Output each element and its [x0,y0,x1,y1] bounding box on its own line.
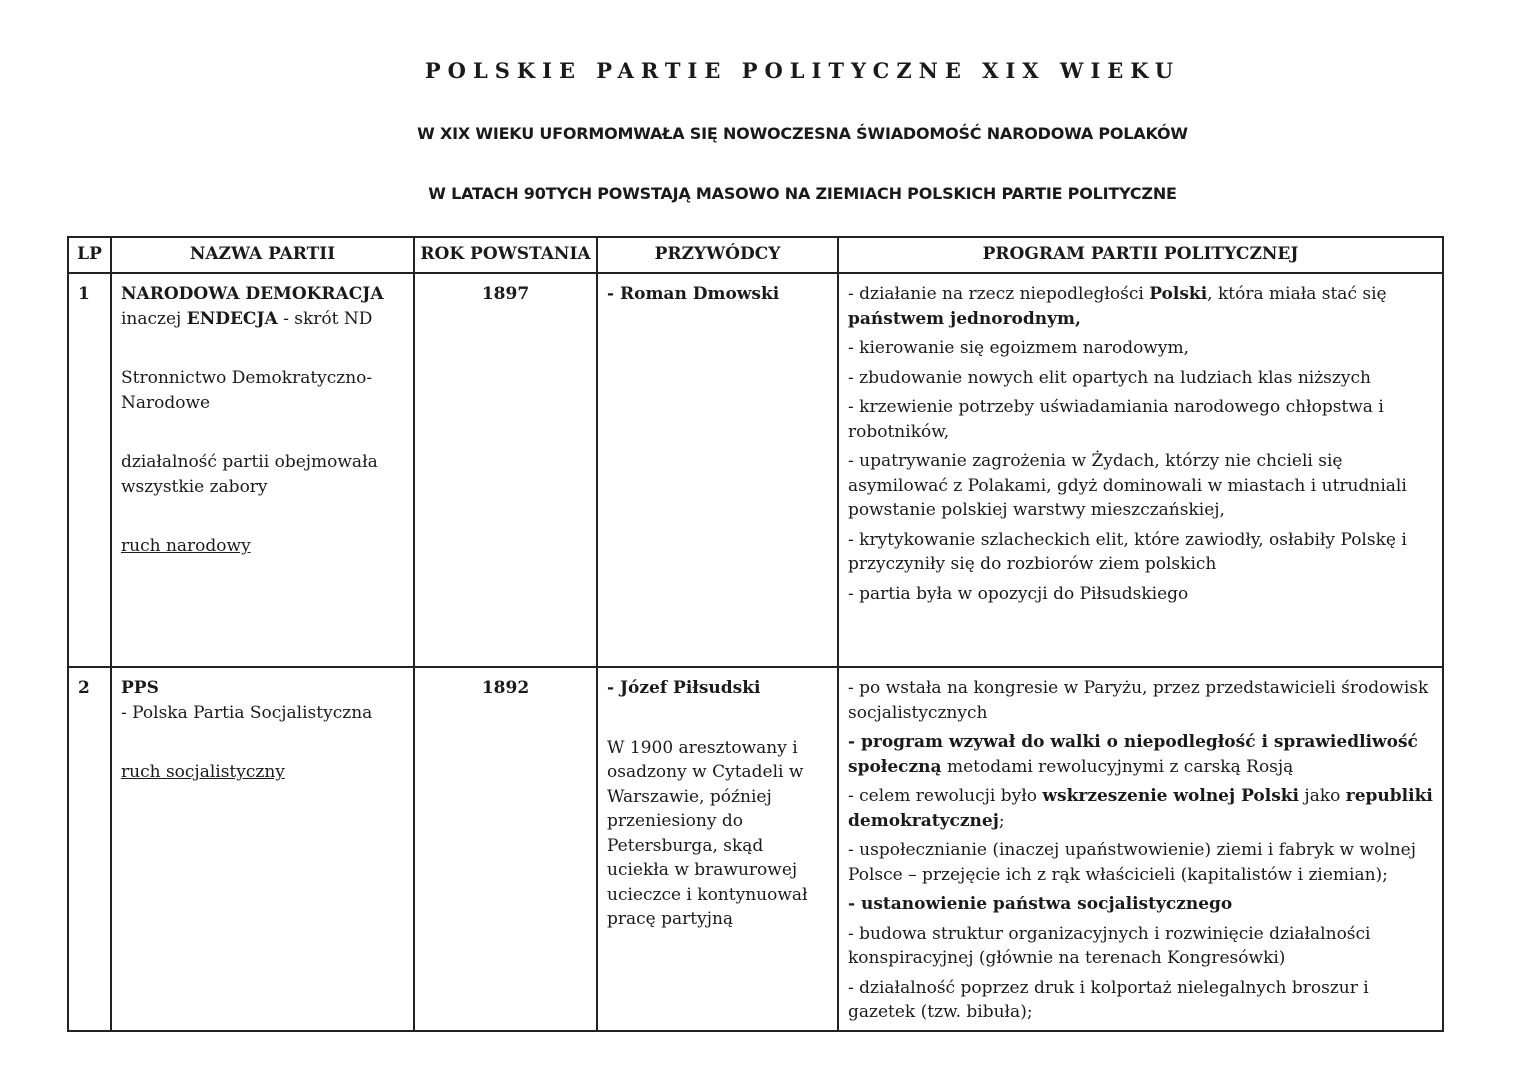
party-alias [121,309,372,329]
column-header-program: PROGRAM PARTII POLITYCZNEJ [838,237,1443,273]
program-bold: Polski [1149,284,1208,304]
column-header-name: NAZWA PARTII [111,237,414,273]
leader-name: - Józef Piłsudski [607,678,761,698]
program-item: - budowa struktur organizacyjnych i rozwinięcie działalności konspiracyjnej (głównie na terenach Kongresówki) [848,923,1371,968]
subtitle-2: W LATACH 90TYCH POWSTAJĄ MASOWO NA ZIEMIACH POLSKICH PARTIE POLITYCZNE [428,184,1177,203]
column-header-leaders: PRZYWÓDCY [597,237,838,273]
program-cell [838,667,1443,1031]
party-alias-prefix: inaczej [121,308,187,329]
program-item [848,784,1433,833]
table-row [68,273,1443,667]
program-cell [838,273,1443,667]
program-item: - działalność poprzez druk i kolportaż nielegalnych broszur i gazetek (tzw. bibuła); [848,977,1369,1022]
party-alias-suffix: - skrót ND [277,308,373,329]
party-name: NARODOWA DEMOKRACJA [121,284,384,304]
party-movement: ruch socjalistyczny [121,762,285,782]
program-item: - krzewienie potrzeby uświadamiania narodowego chłopstwa i robotników, [848,397,1384,442]
party-name-cell [111,273,414,667]
program-item: - ustanowienie państwa socjalistycznego [848,894,1233,914]
party-name: PPS [121,678,159,698]
program-item [848,282,1433,331]
party-full-name: - Polska Partia Socjalistyczna [121,702,373,723]
program-item: - po wstała na kongresie w Paryżu, przez przedstawicieli środowisk socjalistycznych [848,678,1429,723]
program-text: - celem rewolucji było [848,786,1043,806]
founding-year: 1897 [414,273,597,667]
leaders-cell [597,667,838,1031]
program-bold: republiki demokratycznej [848,786,1433,831]
program-bold: - program wzywał do walki o niepodległość i sprawiedliwość społeczną [848,732,1418,777]
program-bold: państwem jednorodnym, [848,308,1081,329]
founding-year: 1892 [414,667,597,1031]
program-text: jako [1299,786,1346,806]
party-scope: działalność partii obejmowała wszystkie zabory [121,452,378,497]
page-title: POLSKIE PARTIE POLITYCZNE XIX WIEKU [424,58,1181,83]
program-item: - zbudowanie nowych elit opartych na ludziach klas niższych [848,367,1371,388]
parties-table [67,236,1444,1032]
party-alias-bold: ENDECJA [186,308,278,329]
subtitle-1: W XIX WIEKU UFORMOMWAŁA SIĘ NOWOCZESNA ŚWIADOMOŚĆ NARODOWA POLAKÓW [417,124,1188,143]
program-text: , która miała stać się [1207,284,1387,304]
row-number: 1 [68,273,111,667]
leader-name: - Roman Dmowski [607,284,780,304]
column-header-year: ROK POWSTANIA [414,237,597,273]
column-header-lp: LP [68,237,111,273]
program-item: - kierowanie się egoizmem narodowym, [848,338,1189,358]
party-full-name: Stronnictwo Demokratyczno-Narodowe [121,368,373,413]
leader-note: W 1900 aresztowany i osadzony w Cytadeli w Warszawie, później przeniesiony do Petersburga, skąd uciekła w brawurowej ucieczce i kontynuował pracę partyjną [607,737,808,929]
program-item: - krytykowanie szlacheckich elit, które zawiodły, osłabiły Polskę i przyczyniły się do rozbiorów ziem polskich [848,529,1407,574]
program-text: ; [998,810,1005,831]
party-movement: ruch narodowy [121,536,251,556]
program-item: - upatrywanie zagrożenia w Żydach, którzy nie chcieli się asymilować z Polakami, gdyż dominowali w miastach i utrudniali powstanie polskiej warstwy mieszczańskiej, [848,451,1407,520]
program-item [848,730,1433,779]
row-number: 2 [68,667,111,1031]
table-row [68,667,1443,1031]
program-text: - działanie na rzecz niepodległości [848,284,1150,304]
leaders-cell [597,273,838,667]
program-item: - partia była w opozycji do Piłsudskiego [848,583,1189,604]
program-text: metodami rewolucyjnymi z carską Rosją [941,756,1294,777]
party-name-cell [111,667,414,1031]
program-item: - uspołecznianie (inaczej upaństwowienie) ziemi i fabryk w wolnej Polsce – przejęcie ich z rąk właścicieli (kapitalistów i ziemian); [848,840,1416,885]
program-bold: wskrzeszenie wolnej Polski [1042,786,1300,806]
table-header-row [68,237,1443,273]
